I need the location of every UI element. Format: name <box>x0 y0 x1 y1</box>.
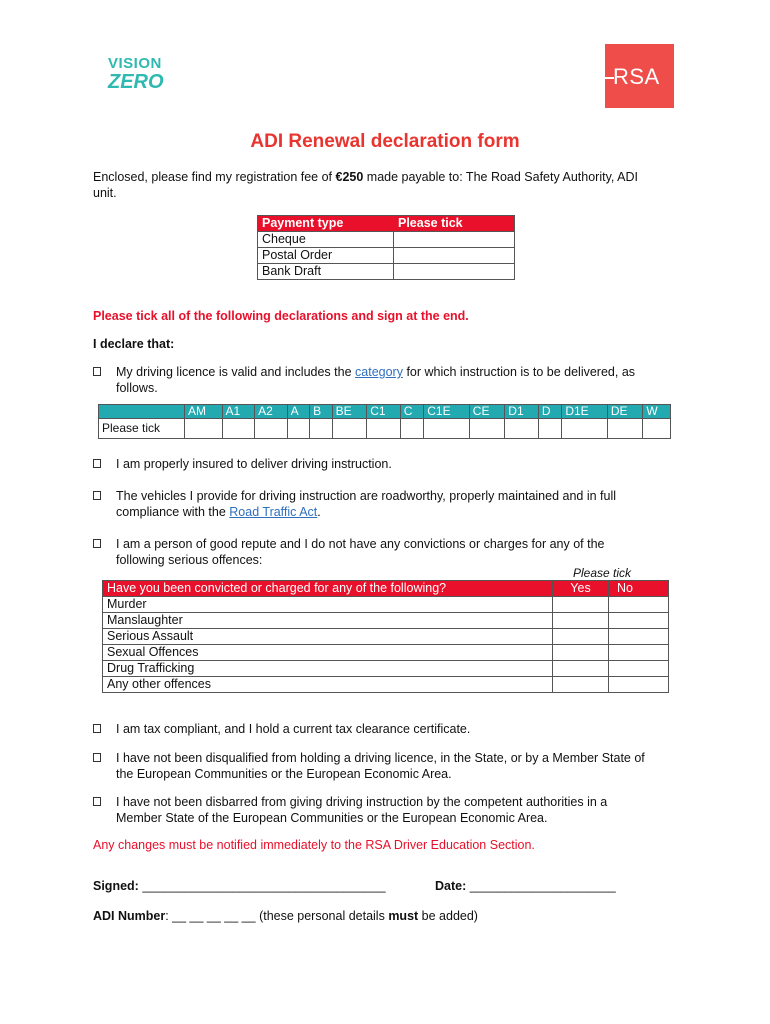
tick-cell-cheque[interactable] <box>394 232 515 248</box>
declaration-good-repute <box>93 536 653 568</box>
vision-zero-line1: VISION <box>108 55 162 72</box>
intro-after: made payable to: The Road Safety Authority, ADI unit. <box>93 170 639 200</box>
category-tick-cell[interactable] <box>287 419 310 439</box>
no-tick-cell[interactable] <box>609 661 669 677</box>
table-row <box>103 613 669 629</box>
category-code: CE <box>469 405 505 419</box>
table-row <box>103 661 669 677</box>
category-code: C1 <box>367 405 401 419</box>
offence-name: Manslaughter <box>103 613 553 629</box>
category-tick-cell[interactable] <box>310 419 333 439</box>
category-header-row <box>99 405 671 419</box>
table-row <box>258 232 515 248</box>
decl3-after: . <box>317 505 321 519</box>
decl1-after: for which instruction is to be delivered, as follows. <box>116 365 636 395</box>
rsa-logo-text: RSA <box>613 64 660 89</box>
no-tick-cell[interactable] <box>609 645 669 661</box>
checkbox-icon[interactable] <box>93 797 101 806</box>
checkbox-icon[interactable] <box>93 367 101 376</box>
offence-name: Sexual Offences <box>103 645 553 661</box>
offences-table <box>102 580 669 693</box>
adi-must: must <box>388 909 419 923</box>
payment-option-bank-draft: Bank Draft <box>258 264 394 280</box>
yes-tick-cell[interactable] <box>553 661 609 677</box>
category-row-label: Please tick <box>99 419 185 439</box>
checkbox-icon[interactable] <box>93 491 101 500</box>
category-link[interactable]: category <box>355 365 403 379</box>
decl5-text: I am tax compliant, and I hold a current tax clearance certificate. <box>116 722 471 736</box>
rsa-logo <box>605 44 674 108</box>
category-tick-cell[interactable] <box>643 419 671 439</box>
adi-end: be added) <box>418 909 478 923</box>
decl7-text: I have not been disbarred from giving driving instruction by the competent authorities in a Member State of the European Communities or the European Economic Area. <box>116 795 608 825</box>
category-code: W <box>643 405 671 419</box>
no-header: No <box>609 581 669 597</box>
category-code: C <box>400 405 424 419</box>
offence-name: Any other offences <box>103 677 553 693</box>
table-row <box>103 645 669 661</box>
category-code: A2 <box>255 405 288 419</box>
vision-zero-logo <box>108 56 164 92</box>
category-code: D1 <box>505 405 539 419</box>
checkbox-icon[interactable] <box>93 539 101 548</box>
table-row <box>258 264 515 280</box>
checkbox-icon[interactable] <box>93 753 101 762</box>
category-tick-cell[interactable] <box>562 419 608 439</box>
date-line: _____________________ <box>469 879 616 893</box>
category-tick-cell[interactable] <box>367 419 401 439</box>
no-tick-cell[interactable] <box>609 677 669 693</box>
signed-label: Signed: <box>93 879 143 893</box>
yes-tick-cell[interactable] <box>553 645 609 661</box>
vision-zero-line2: ZERO <box>108 71 164 93</box>
yes-tick-cell[interactable] <box>553 629 609 645</box>
adi-label: ADI Number <box>93 909 166 923</box>
checkbox-icon[interactable] <box>93 724 101 733</box>
please-tick-label: Please tick <box>573 566 632 580</box>
checkbox-icon[interactable] <box>93 459 101 468</box>
payment-type-header: Payment type <box>258 216 394 232</box>
decl2-text: I am properly insured to deliver driving instruction. <box>116 457 392 471</box>
category-tick-row <box>99 419 671 439</box>
yes-tick-cell[interactable] <box>553 597 609 613</box>
category-tick-cell[interactable] <box>607 419 643 439</box>
tick-cell-bank-draft[interactable] <box>394 264 515 280</box>
yes-tick-cell[interactable] <box>553 677 609 693</box>
declaration-insured <box>93 456 653 472</box>
category-tick-cell[interactable] <box>538 419 562 439</box>
offence-name: Murder <box>103 597 553 613</box>
please-tick-header: Please tick <box>394 216 515 232</box>
intro-paragraph <box>93 169 653 201</box>
instruction-text: Please tick all of the following declarations and sign at the end. <box>93 309 469 323</box>
declaration-tax <box>93 721 653 737</box>
category-code: D1E <box>562 405 608 419</box>
offence-name: Serious Assault <box>103 629 553 645</box>
adi-number-field[interactable] <box>93 909 478 923</box>
intro-before: Enclosed, please find my registration fee of <box>93 170 336 184</box>
changes-notice: Any changes must be notified immediately to the RSA Driver Education Section. <box>93 838 535 852</box>
table-row <box>103 677 669 693</box>
page-title: ADI Renewal declaration form <box>250 131 520 152</box>
table-row <box>258 248 515 264</box>
offences-question: Have you been convicted or charged for any of the following? <box>103 581 553 597</box>
decl1-before: My driving licence is valid and includes the <box>116 365 356 379</box>
no-tick-cell[interactable] <box>609 597 669 613</box>
payment-table <box>257 215 515 280</box>
date-label: Date: <box>435 879 470 893</box>
category-tick-cell[interactable] <box>505 419 539 439</box>
intro-fee: €250 <box>335 170 364 184</box>
table-row <box>103 629 669 645</box>
decl6-text: I have not been disqualified from holding a driving licence, in the State, or by a Member State of the European Communities or the European Economic Area. <box>116 751 645 781</box>
category-tick-cell[interactable] <box>255 419 288 439</box>
category-code: C1E <box>424 405 470 419</box>
offences-header-row <box>103 581 669 597</box>
yes-tick-cell[interactable] <box>553 613 609 629</box>
adi-blanks: : __ __ __ __ __ (these personal details <box>165 909 389 923</box>
category-table <box>98 404 671 439</box>
yes-header: Yes <box>553 581 609 597</box>
signed-line: ___________________________________ <box>142 879 386 893</box>
declare-heading: I declare that: <box>93 337 175 351</box>
decl3-before: The vehicles I provide for driving instruction are roadworthy, properly maintained and in full compliance with the <box>116 489 617 519</box>
category-code: B <box>310 405 333 419</box>
category-corner-cell <box>99 405 185 419</box>
category-tick-cell[interactable] <box>222 419 255 439</box>
category-code: AM <box>185 405 223 419</box>
category-tick-cell[interactable] <box>185 419 223 439</box>
payment-option-postal-order: Postal Order <box>258 248 394 264</box>
rsa-logo-line <box>597 77 614 79</box>
category-tick-cell[interactable] <box>424 419 470 439</box>
no-tick-cell[interactable] <box>609 629 669 645</box>
payment-option-cheque: Cheque <box>258 232 394 248</box>
category-code: BE <box>332 405 367 419</box>
decl4-text: I am a person of good repute and I do not have any convictions or charges for any of the following serious offences: <box>116 537 605 567</box>
category-tick-cell[interactable] <box>332 419 367 439</box>
category-code: A <box>287 405 310 419</box>
category-tick-cell[interactable] <box>400 419 424 439</box>
category-tick-cell[interactable] <box>469 419 505 439</box>
category-code: DE <box>607 405 643 419</box>
tick-cell-postal-order[interactable] <box>394 248 515 264</box>
declaration-licence <box>93 364 653 396</box>
no-tick-cell[interactable] <box>609 613 669 629</box>
date-field[interactable] <box>435 879 616 893</box>
declaration-vehicles <box>93 488 653 520</box>
signed-field[interactable] <box>93 879 386 893</box>
declaration-not-disbarred <box>93 794 653 826</box>
declaration-not-disqualified <box>93 750 653 782</box>
category-code: A1 <box>222 405 255 419</box>
road-traffic-act-link[interactable]: Road Traffic Act <box>229 505 318 519</box>
table-row <box>103 597 669 613</box>
offence-name: Drug Trafficking <box>103 661 553 677</box>
category-code: D <box>538 405 562 419</box>
